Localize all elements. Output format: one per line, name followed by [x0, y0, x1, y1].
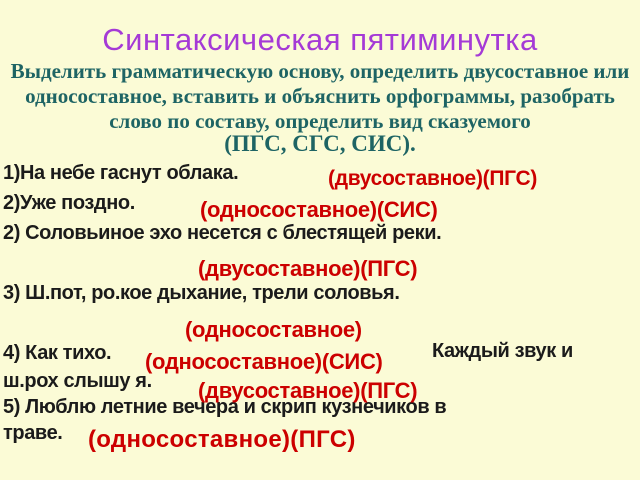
sentence-2: 2)Уже поздно.	[3, 192, 135, 214]
annotation-4: (односоставное)	[185, 317, 362, 342]
annotation-7: (односоставное)(ПГС)	[88, 426, 356, 453]
instruction-line-3: слово по составу, определить вид сказуемого	[109, 109, 531, 133]
sentence-3: 2) Соловьиное эхо несется с блестящей реки.	[3, 222, 442, 244]
instruction-line-1: Выделить грамматическую основу, определить двусоставное или	[10, 59, 630, 83]
sentence-4: 3) Ш.пот, ро.кое дыхание, трели соловья.	[3, 282, 400, 304]
sentence-5-part-3: ш.рох слышу я.	[3, 370, 152, 392]
instruction-line-2: односоставное, вставить и объяснить орфограммы, разобрать	[25, 84, 615, 108]
sentence-5-part-2: Каждый звук и	[432, 340, 573, 362]
sentence-5-part-1: 4) Как тихо.	[3, 342, 112, 364]
task-instructions	[0, 59, 640, 134]
sentence-1: 1)На небе гаснут облака.	[3, 162, 239, 184]
sentence-6-line-1: 5) Люблю летние вечера и скрип кузнечиков в	[3, 396, 447, 418]
sentence-6-line-2: траве.	[3, 422, 63, 444]
annotation-2: (односоставное)(СИС)	[200, 197, 438, 222]
annotation-6: (двусоставное)(ПГС)	[198, 378, 418, 403]
annotation-1: (двусоставное)(ПГС)	[328, 167, 538, 190]
slide-title: Синтаксическая пятиминутка	[102, 22, 538, 57]
annotation-5: (односоставное)(СИС)	[145, 349, 383, 374]
predicate-type-abbreviations: (ПГС, СГС, СИС).	[224, 131, 416, 156]
annotation-3: (двусоставное)(ПГС)	[198, 256, 418, 281]
